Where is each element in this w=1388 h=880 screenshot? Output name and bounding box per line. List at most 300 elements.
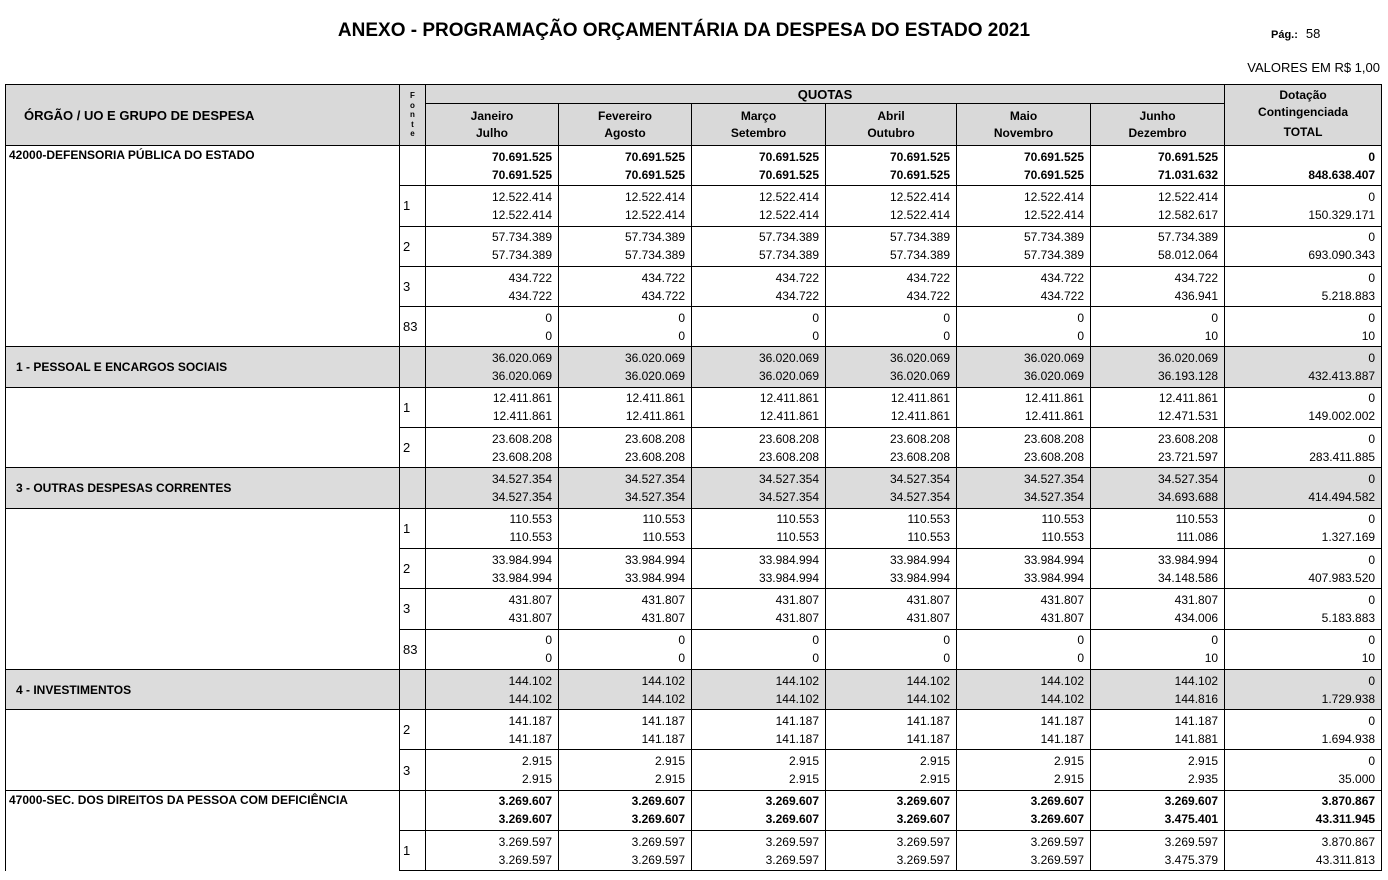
quota-cell — [692, 669, 826, 709]
quota-cell — [426, 750, 559, 790]
value-top: 57.734.389 — [889, 230, 950, 245]
fonte-cell: 2 — [400, 710, 426, 750]
value-bottom: 3.269.597 — [1030, 852, 1084, 867]
value-bottom: 23.608.208 — [624, 449, 685, 464]
value-top: 34.527.354 — [1023, 472, 1084, 487]
total-cell — [1225, 629, 1382, 669]
value-bottom: 434.722 — [906, 288, 950, 303]
row-label — [6, 428, 400, 468]
table-row — [6, 387, 1382, 427]
value-bottom: 434.722 — [641, 288, 685, 303]
value-top: 0 — [1368, 552, 1376, 567]
quota-cell — [957, 146, 1091, 186]
quota-cell — [692, 629, 826, 669]
value-top: 70.691.525 — [1023, 149, 1084, 164]
fonte-cell: 1 — [400, 186, 426, 226]
value-bottom: 3.269.607 — [631, 812, 685, 827]
month-label: Março — [740, 108, 777, 123]
quota-cell — [426, 508, 559, 548]
value-top: 33.984.994 — [624, 552, 685, 567]
value-top: 0 — [678, 633, 685, 648]
value-top: 0 — [1368, 472, 1376, 487]
value-top: 2.915 — [1053, 754, 1084, 769]
quota-cell — [426, 710, 559, 750]
value-top: 2.915 — [1188, 754, 1219, 769]
quota-cell — [826, 831, 957, 871]
quota-cell — [1091, 589, 1225, 629]
value-top: 0 — [1368, 310, 1376, 325]
value-bottom: 36.193.128 — [1158, 369, 1219, 384]
value-bottom: 34.527.354 — [1023, 490, 1084, 505]
value-top: 12.522.414 — [758, 189, 819, 204]
quota-cell — [559, 468, 692, 508]
value-bottom: 57.734.389 — [758, 248, 819, 263]
value-bottom: 34.527.354 — [624, 490, 685, 505]
budget-table — [5, 84, 1382, 871]
value-top: 0 — [1368, 431, 1376, 446]
row-label — [6, 387, 400, 427]
value-top: 36.020.069 — [624, 351, 685, 366]
value-top: 144.102 — [1174, 673, 1219, 688]
value-bottom: 36.020.069 — [491, 369, 552, 384]
fonte-cell: 3 — [400, 750, 426, 790]
value-top: 110.553 — [509, 512, 552, 527]
value-bottom: 283.411.885 — [1309, 449, 1376, 464]
value-bottom: 110.553 — [1041, 530, 1084, 545]
value-top: 431.807 — [1174, 592, 1219, 607]
value-top: 3.870.867 — [1321, 794, 1376, 809]
quota-cell — [559, 387, 692, 427]
value-bottom: 0 — [812, 651, 819, 666]
value-top: 33.984.994 — [758, 552, 819, 567]
quota-cell — [957, 226, 1091, 266]
value-top: 141.187 — [775, 713, 819, 728]
value-top: 431.807 — [906, 592, 950, 607]
quota-cell — [426, 589, 559, 629]
value-top: 431.807 — [641, 592, 685, 607]
quota-cell — [957, 710, 1091, 750]
value-bottom: 33.984.994 — [624, 570, 685, 585]
value-top: 70.691.525 — [758, 149, 819, 164]
quota-cell — [1091, 629, 1225, 669]
fonte-cell: 83 — [400, 307, 426, 347]
page-indicator — [1271, 26, 1320, 41]
value-bottom: 407.983.520 — [1308, 570, 1376, 585]
value-top: 0 — [545, 633, 552, 648]
quota-cell — [826, 548, 957, 588]
quota-cell — [826, 186, 957, 226]
value-bottom: 141.187 — [641, 731, 685, 746]
value-top: 12.411.861 — [1158, 391, 1219, 406]
total-cell — [1225, 387, 1382, 427]
total-cell — [1225, 347, 1382, 387]
quota-cell — [559, 831, 692, 871]
fonte-cell: 1 — [400, 508, 426, 548]
quota-cell — [426, 307, 559, 347]
value-top: 12.411.861 — [890, 391, 950, 406]
value-top: 2.915 — [654, 754, 685, 769]
quota-cell — [826, 710, 957, 750]
value-bottom: 431.807 — [1040, 610, 1084, 625]
month-label: Agosto — [604, 125, 646, 140]
value-top: 12.522.414 — [624, 189, 685, 204]
value-top: 110.553 — [907, 512, 950, 527]
value-top: 141.187 — [1040, 713, 1084, 728]
quota-cell — [1091, 508, 1225, 548]
value-bottom: 3.475.379 — [1164, 852, 1219, 867]
value-bottom: 33.984.994 — [889, 570, 950, 585]
value-bottom: 431.807 — [775, 610, 819, 625]
total-cell — [1225, 669, 1382, 709]
table-row — [6, 186, 1382, 226]
month-label: Abril — [877, 108, 905, 123]
value-top: 0 — [1368, 189, 1376, 204]
quota-cell — [826, 589, 957, 629]
value-bottom: 34.527.354 — [758, 490, 819, 505]
value-bottom: 110.553 — [907, 530, 950, 545]
quota-cell — [826, 307, 957, 347]
value-bottom: 0 — [545, 328, 552, 343]
value-top: 34.527.354 — [889, 472, 950, 487]
value-top: 34.527.354 — [1158, 472, 1219, 487]
value-bottom: 110.553 — [776, 530, 819, 545]
value-bottom: 0 — [1077, 651, 1084, 666]
value-top: 0 — [1368, 754, 1376, 769]
value-top: 434.722 — [641, 270, 685, 285]
value-bottom: 431.807 — [906, 610, 950, 625]
value-top: 0 — [1368, 512, 1376, 527]
value-top: 57.734.389 — [1158, 230, 1219, 245]
month-header — [559, 104, 692, 146]
value-bottom: 141.881 — [1174, 731, 1219, 746]
total-cell — [1225, 710, 1382, 750]
quota-cell — [1091, 790, 1225, 830]
fonte-cell: 3 — [400, 589, 426, 629]
value-top: 57.734.389 — [1023, 230, 1084, 245]
row-label — [6, 629, 400, 669]
value-bottom: 10 — [1361, 651, 1376, 666]
total-cell — [1225, 508, 1382, 548]
value-top: 0 — [812, 310, 819, 325]
quota-cell — [559, 347, 692, 387]
quota-cell — [957, 831, 1091, 871]
fonte-cell: 83 — [400, 629, 426, 669]
quotas-header: QUOTAS — [426, 85, 1225, 104]
value-top: 0 — [1077, 633, 1084, 648]
total-cell — [1225, 428, 1382, 468]
value-top: 0 — [1368, 673, 1376, 688]
value-bottom: 434.722 — [1040, 288, 1084, 303]
value-top: 57.734.389 — [624, 230, 685, 245]
value-top: 3.269.607 — [1030, 794, 1084, 809]
total-cell — [1225, 146, 1382, 186]
quota-cell — [426, 266, 559, 306]
value-bottom: 1.694.938 — [1321, 731, 1376, 746]
value-top: 3.269.607 — [896, 794, 950, 809]
value-top: 144.102 — [775, 673, 819, 688]
quota-cell — [1091, 831, 1225, 871]
value-top: 57.734.389 — [491, 230, 552, 245]
row-label — [6, 589, 400, 629]
value-top: 110.553 — [1175, 512, 1219, 527]
value-top: 110.553 — [776, 512, 819, 527]
value-bottom: 3.475.401 — [1164, 812, 1219, 827]
value-top: 36.020.069 — [491, 351, 552, 366]
value-top: 0 — [1368, 270, 1376, 285]
value-bottom: 12.522.414 — [889, 207, 950, 222]
value-top: 141.187 — [508, 713, 552, 728]
quota-cell — [1091, 226, 1225, 266]
row-label — [6, 548, 400, 588]
table-row — [6, 548, 1382, 588]
quota-cell — [426, 226, 559, 266]
page-label: Pág.: — [1271, 29, 1298, 41]
report-title: ANEXO - PROGRAMAÇÃO ORÇAMENTÁRIA DA DESPESA DO ESTADO 2021 — [337, 20, 1031, 41]
value-top: 434.722 — [775, 270, 819, 285]
value-top: 434.722 — [508, 270, 552, 285]
value-top: 36.020.069 — [1023, 351, 1084, 366]
total-cell — [1225, 226, 1382, 266]
value-top: 23.608.208 — [491, 431, 552, 446]
value-top: 12.411.861 — [759, 391, 819, 406]
row-label — [6, 710, 400, 750]
value-bottom: 2.915 — [654, 772, 685, 787]
month-label: Setembro — [730, 125, 787, 140]
value-top: 23.608.208 — [1158, 431, 1219, 446]
value-bottom: 23.608.208 — [491, 449, 552, 464]
value-top: 23.608.208 — [624, 431, 685, 446]
table-row — [6, 226, 1382, 266]
value-top: 12.411.861 — [492, 391, 552, 406]
value-bottom: 36.020.069 — [758, 369, 819, 384]
table-row — [6, 428, 1382, 468]
quota-cell — [426, 428, 559, 468]
fonte-cell: 2 — [400, 226, 426, 266]
fonte-cell — [400, 347, 426, 387]
quota-cell — [957, 508, 1091, 548]
value-bottom: 0 — [545, 651, 552, 666]
quota-cell — [692, 831, 826, 871]
total-cell — [1225, 468, 1382, 508]
value-top: 144.102 — [1040, 673, 1084, 688]
quota-cell — [692, 468, 826, 508]
quota-cell — [692, 548, 826, 588]
quota-cell — [692, 347, 826, 387]
fonte-cell — [400, 669, 426, 709]
value-top: 434.722 — [906, 270, 950, 285]
value-bottom: 144.102 — [641, 691, 685, 706]
value-top: 12.522.414 — [889, 189, 950, 204]
value-top: 23.608.208 — [758, 431, 819, 446]
quota-cell — [826, 146, 957, 186]
quota-cell — [559, 186, 692, 226]
quota-cell — [957, 307, 1091, 347]
value-bottom: 34.148.586 — [1158, 570, 1219, 585]
value-bottom: 57.734.389 — [1023, 248, 1084, 263]
quota-cell — [826, 387, 957, 427]
quota-cell — [426, 548, 559, 588]
value-top: 3.269.597 — [498, 834, 552, 849]
value-bottom: 432.413.887 — [1308, 369, 1376, 384]
quota-cell — [692, 387, 826, 427]
table-row — [6, 710, 1382, 750]
value-top: 144.102 — [508, 673, 552, 688]
quota-cell — [426, 186, 559, 226]
month-label: Dezembro — [1128, 125, 1187, 140]
value-bottom: 35.000 — [1338, 772, 1376, 787]
month-label: Janeiro — [470, 108, 514, 123]
value-bottom: 12.411.861 — [890, 409, 950, 424]
quota-cell — [957, 186, 1091, 226]
quota-cell — [692, 266, 826, 306]
quota-cell — [559, 750, 692, 790]
org-column-header: ÓRGÃO / UO E GRUPO DE DESPESA — [6, 85, 400, 146]
value-top: 2.915 — [919, 754, 950, 769]
quota-cell — [826, 669, 957, 709]
quota-cell — [692, 226, 826, 266]
value-bottom: 57.734.389 — [624, 248, 685, 263]
value-top: 3.269.607 — [765, 794, 819, 809]
quota-cell — [826, 347, 957, 387]
dotacao-header — [1225, 85, 1382, 146]
group-label: 1 - PESSOAL E ENCARGOS SOCIAIS — [6, 347, 400, 387]
quota-cell — [692, 146, 826, 186]
value-bottom: 3.269.597 — [765, 852, 819, 867]
value-top: 57.734.389 — [758, 230, 819, 245]
value-top: 110.553 — [642, 512, 685, 527]
quota-cell — [1091, 750, 1225, 790]
fonte-letter: e — [410, 129, 415, 139]
table-row — [6, 831, 1382, 871]
value-bottom: 431.807 — [508, 610, 552, 625]
value-bottom: 36.020.069 — [1023, 369, 1084, 384]
quota-cell — [559, 428, 692, 468]
month-label: Junho — [1139, 108, 1176, 123]
value-bottom: 2.915 — [919, 772, 950, 787]
value-top: 431.807 — [1040, 592, 1084, 607]
value-bottom: 110.553 — [509, 530, 552, 545]
value-top: 36.020.069 — [889, 351, 950, 366]
value-top: 3.870.867 — [1321, 834, 1376, 849]
quota-cell — [692, 790, 826, 830]
value-top: 0 — [1368, 351, 1376, 366]
value-bottom: 33.984.994 — [758, 570, 819, 585]
value-top: 434.722 — [1174, 270, 1219, 285]
value-bottom: 2.915 — [521, 772, 552, 787]
value-bottom: 0 — [678, 328, 685, 343]
value-bottom: 57.734.389 — [889, 248, 950, 263]
value-bottom: 5.183.883 — [1321, 610, 1376, 625]
value-bottom: 10 — [1204, 651, 1219, 666]
table-row — [6, 307, 1382, 347]
value-bottom: 3.269.607 — [1030, 812, 1084, 827]
group-label: 4 - INVESTIMENTOS — [6, 669, 400, 709]
value-top: 3.269.597 — [1164, 834, 1219, 849]
table-row — [6, 790, 1382, 830]
value-bottom: 57.734.389 — [491, 248, 552, 263]
value-top: 0 — [943, 633, 950, 648]
value-top: 3.269.607 — [1164, 794, 1219, 809]
value-bottom: 141.187 — [906, 731, 950, 746]
value-top: 70.691.525 — [624, 149, 685, 164]
value-top: 36.020.069 — [1158, 351, 1219, 366]
quota-cell — [426, 831, 559, 871]
quota-cell — [692, 186, 826, 226]
value-top: 0 — [1368, 391, 1376, 406]
value-top: 3.269.597 — [631, 834, 685, 849]
value-bottom: 34.527.354 — [491, 490, 552, 505]
total-cell — [1225, 589, 1382, 629]
quota-cell — [826, 266, 957, 306]
total-cell — [1225, 266, 1382, 306]
value-bottom: 12.522.414 — [491, 207, 552, 222]
value-top: 141.187 — [641, 713, 685, 728]
value-bottom: 70.691.525 — [1023, 167, 1084, 182]
value-bottom: 434.722 — [508, 288, 552, 303]
month-label: Maio — [1009, 108, 1038, 123]
value-top: 34.527.354 — [758, 472, 819, 487]
row-label — [6, 226, 400, 266]
value-top: 33.984.994 — [889, 552, 950, 567]
fonte-cell: 1 — [400, 387, 426, 427]
value-top: 0 — [1077, 310, 1084, 325]
total-cell — [1225, 831, 1382, 871]
value-top: 0 — [1368, 592, 1376, 607]
value-bottom: 70.691.525 — [758, 167, 819, 182]
value-bottom: 12.522.414 — [624, 207, 685, 222]
value-bottom: 5.218.883 — [1321, 288, 1376, 303]
value-bottom: 10 — [1361, 328, 1376, 343]
value-bottom: 12.522.414 — [758, 207, 819, 222]
fonte-cell: 2 — [400, 428, 426, 468]
table-row — [6, 589, 1382, 629]
quota-cell — [559, 548, 692, 588]
value-top: 33.984.994 — [491, 552, 552, 567]
quota-cell — [1091, 468, 1225, 508]
value-top: 0 — [1368, 149, 1376, 164]
dotacao-line: Dotação — [1279, 88, 1327, 102]
value-bottom: 3.269.607 — [765, 812, 819, 827]
value-top: 3.269.607 — [498, 794, 552, 809]
value-bottom: 0 — [812, 328, 819, 343]
page-number: 58 — [1305, 26, 1321, 41]
value-bottom: 12.582.617 — [1158, 207, 1219, 222]
quota-cell — [692, 428, 826, 468]
quota-cell — [957, 266, 1091, 306]
value-top: 3.269.597 — [765, 834, 819, 849]
org-label: 42000-DEFENSORIA PÚBLICA DO ESTADO — [6, 146, 400, 186]
value-bottom: 12.411.861 — [492, 409, 552, 424]
table-row — [6, 508, 1382, 548]
value-bottom: 141.187 — [775, 731, 819, 746]
quota-cell — [957, 629, 1091, 669]
value-top: 0 — [1368, 230, 1376, 245]
value-bottom: 34.693.688 — [1158, 490, 1219, 505]
value-bottom: 36.020.069 — [889, 369, 950, 384]
value-bottom: 36.020.069 — [624, 369, 685, 384]
group-label: 3 - OUTRAS DESPESAS CORRENTES — [6, 468, 400, 508]
value-bottom: 848.638.407 — [1308, 167, 1376, 182]
quota-cell — [559, 508, 692, 548]
month-label: Fevereiro — [597, 108, 653, 123]
value-bottom: 12.522.414 — [1023, 207, 1084, 222]
value-top: 0 — [545, 310, 552, 325]
value-bottom: 434.722 — [775, 288, 819, 303]
quota-cell — [559, 589, 692, 629]
table-row — [6, 750, 1382, 790]
month-header — [692, 104, 826, 146]
quota-cell — [559, 710, 692, 750]
